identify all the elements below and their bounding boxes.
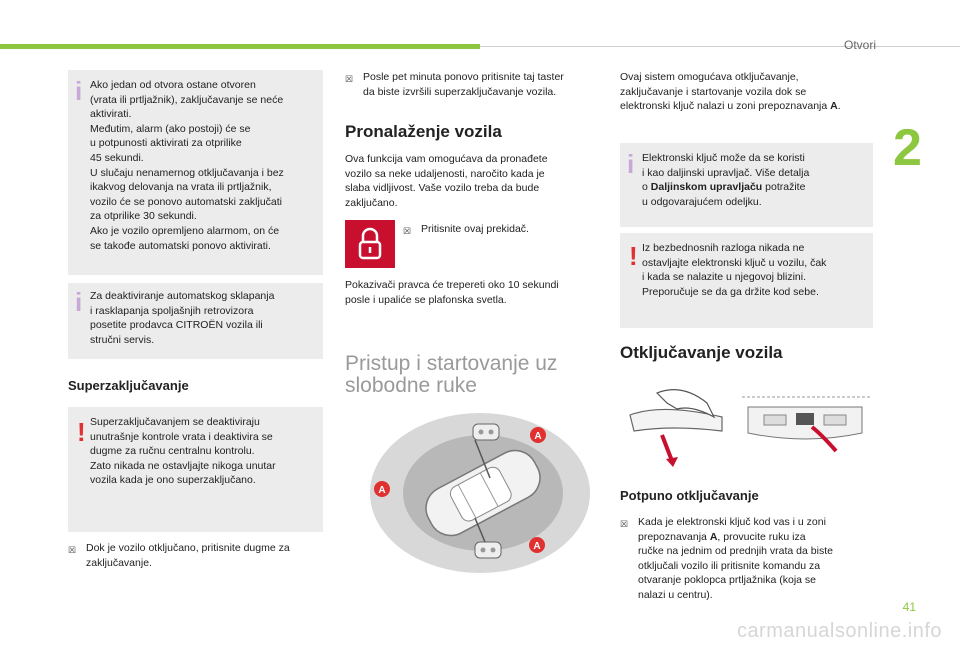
zone-label-a xyxy=(530,427,546,443)
header-rule xyxy=(480,46,960,47)
heading-otkljucavanje: Otključavanje vozila xyxy=(620,343,783,362)
warning-note-1-text: Superzaključavanjem se deaktiviraju unutrašnje kontrole vrata i deaktivira se dugme za ručnu centralnu kontrolu. Zato nikada ne ostavljajte nikoga unutar vozila kada je ono superzaključano. xyxy=(90,416,276,487)
warning-note-2 xyxy=(620,233,873,328)
bullet-press-switch: ☒ Pritisnite ovaj prekidač. xyxy=(403,222,603,239)
info-note-1 xyxy=(68,70,323,275)
section-title: Otvori xyxy=(843,38,876,52)
section-big-title: Pristup i startovanje uz slobodne ruke xyxy=(345,352,558,397)
info-note-2-text: Za deaktiviranje automatskog sklapanja i rasklapanja spoljašnjih retrovizora posetite prodavca CITROËN vozila ili stručni servis. xyxy=(90,290,275,346)
warning-note-2-text: Iz bezbednosnih razloga nikada ne ostavljajte elektronski ključ u vozilu, čak i kada se nalazite u njegovoj blizini. Preporučuje se da ga držite kod sebe. xyxy=(642,242,827,298)
pronalazenje-paragraph: Ova funkcija vam omogućava da pronađete vozilo sa neke udaljenosti, naročito kada je slaba vidljivost. Vaše vozilo treba da bude zaključano. xyxy=(345,153,548,209)
svg-text:A: A xyxy=(534,431,542,442)
page-number: 41 xyxy=(902,600,916,614)
info-icon: i xyxy=(627,149,635,179)
info-icon: i xyxy=(75,76,83,106)
info-note-3 xyxy=(620,143,873,227)
heading-pronalazenje: Pronalaženje vozila xyxy=(345,122,502,141)
watermark: carmanualsonline.info xyxy=(736,620,942,642)
svg-text:A: A xyxy=(378,485,386,496)
bullet-lock: ☒ Dok je vozilo otključano, pritisnite dugme za zaključavanje. xyxy=(68,542,290,569)
svg-text:A: A xyxy=(533,541,541,552)
bullet-marker: ☒ xyxy=(68,545,77,555)
warning-icon: ! xyxy=(77,417,86,447)
indicators-paragraph: Pokazivači pravca će trepereti oko 10 sekundi posle i upaliće se plafonska svetla. xyxy=(345,279,559,306)
bullet-unlock: ☒ Kada je elektronski ključ kod vas i u zoni prepoznavanja A, provucite ruku iza ručke na jednim od prednjih vrata da biste otključali vozilo ili pritisnite komandu za otvaranje poklopca prtljažnika (koja se nalazi u centru). xyxy=(620,516,833,601)
info-note-3-text: Elektronski ključ može da se koristi i kao daljinski upravljač. Više detalja o Daljinskom upravljaču potražite u odgovarajućem odeljku. xyxy=(642,152,810,208)
warning-note-1 xyxy=(68,407,323,532)
heading-superzakljucavanje: Superzaključavanje xyxy=(68,378,189,393)
key-fob-icon xyxy=(475,542,501,558)
trunk-release-button xyxy=(796,413,814,425)
key-fob-icon xyxy=(473,424,499,440)
bullet-marker: ☒ xyxy=(345,74,354,84)
padlock-icon xyxy=(345,220,395,268)
info-note-2 xyxy=(68,283,323,359)
zone-label-a xyxy=(529,537,545,553)
chapter-number: 2 xyxy=(893,119,922,177)
bullet-marker: ☒ xyxy=(620,519,629,529)
info-note-1-text: Ako jedan od otvora ostane otvoren (vrata ili prtljažnik), zaključavanje se neće aktivirati. Međutim, alarm (ako postoji) će se u potpunosti aktivirati za otprilike 45 sekundi. U slučaju nenamernog otključavanja i bez ikakvog delovanja na vrata ili prtljažnik, vozilo će se ponovo automatski zaključati za otprilike 30 sekundi. Ako je vozilo opremljeno alarmom, on će se takođe automatski ponovo aktivirati. xyxy=(90,79,284,252)
info-icon: i xyxy=(75,287,83,317)
header-accent-bar xyxy=(0,44,480,49)
trunk-button-illustration xyxy=(742,393,870,463)
warning-icon: ! xyxy=(629,241,638,271)
red-arrow-icon xyxy=(662,435,672,461)
lock-button-image xyxy=(345,220,395,268)
heading-potpuno-otkljucavanje: Potpuno otključavanje xyxy=(620,488,759,503)
bullet-superlock: ☒ Posle pet minuta ponovo pritisnite taj taster da biste izvršili superzaključavanje vozila. xyxy=(345,71,564,98)
hands-free-paragraph: Ovaj sistem omogućava otključavanje, zaključavanje i startovanje vozila dok se elektronski ključ nalazi u zoni prepoznavanja A. xyxy=(620,71,841,113)
bullet-marker: ☒ xyxy=(403,226,412,236)
hands-free-zone-diagram xyxy=(365,408,595,578)
door-handle-illustration xyxy=(622,385,734,475)
zone-label-a xyxy=(374,481,390,497)
